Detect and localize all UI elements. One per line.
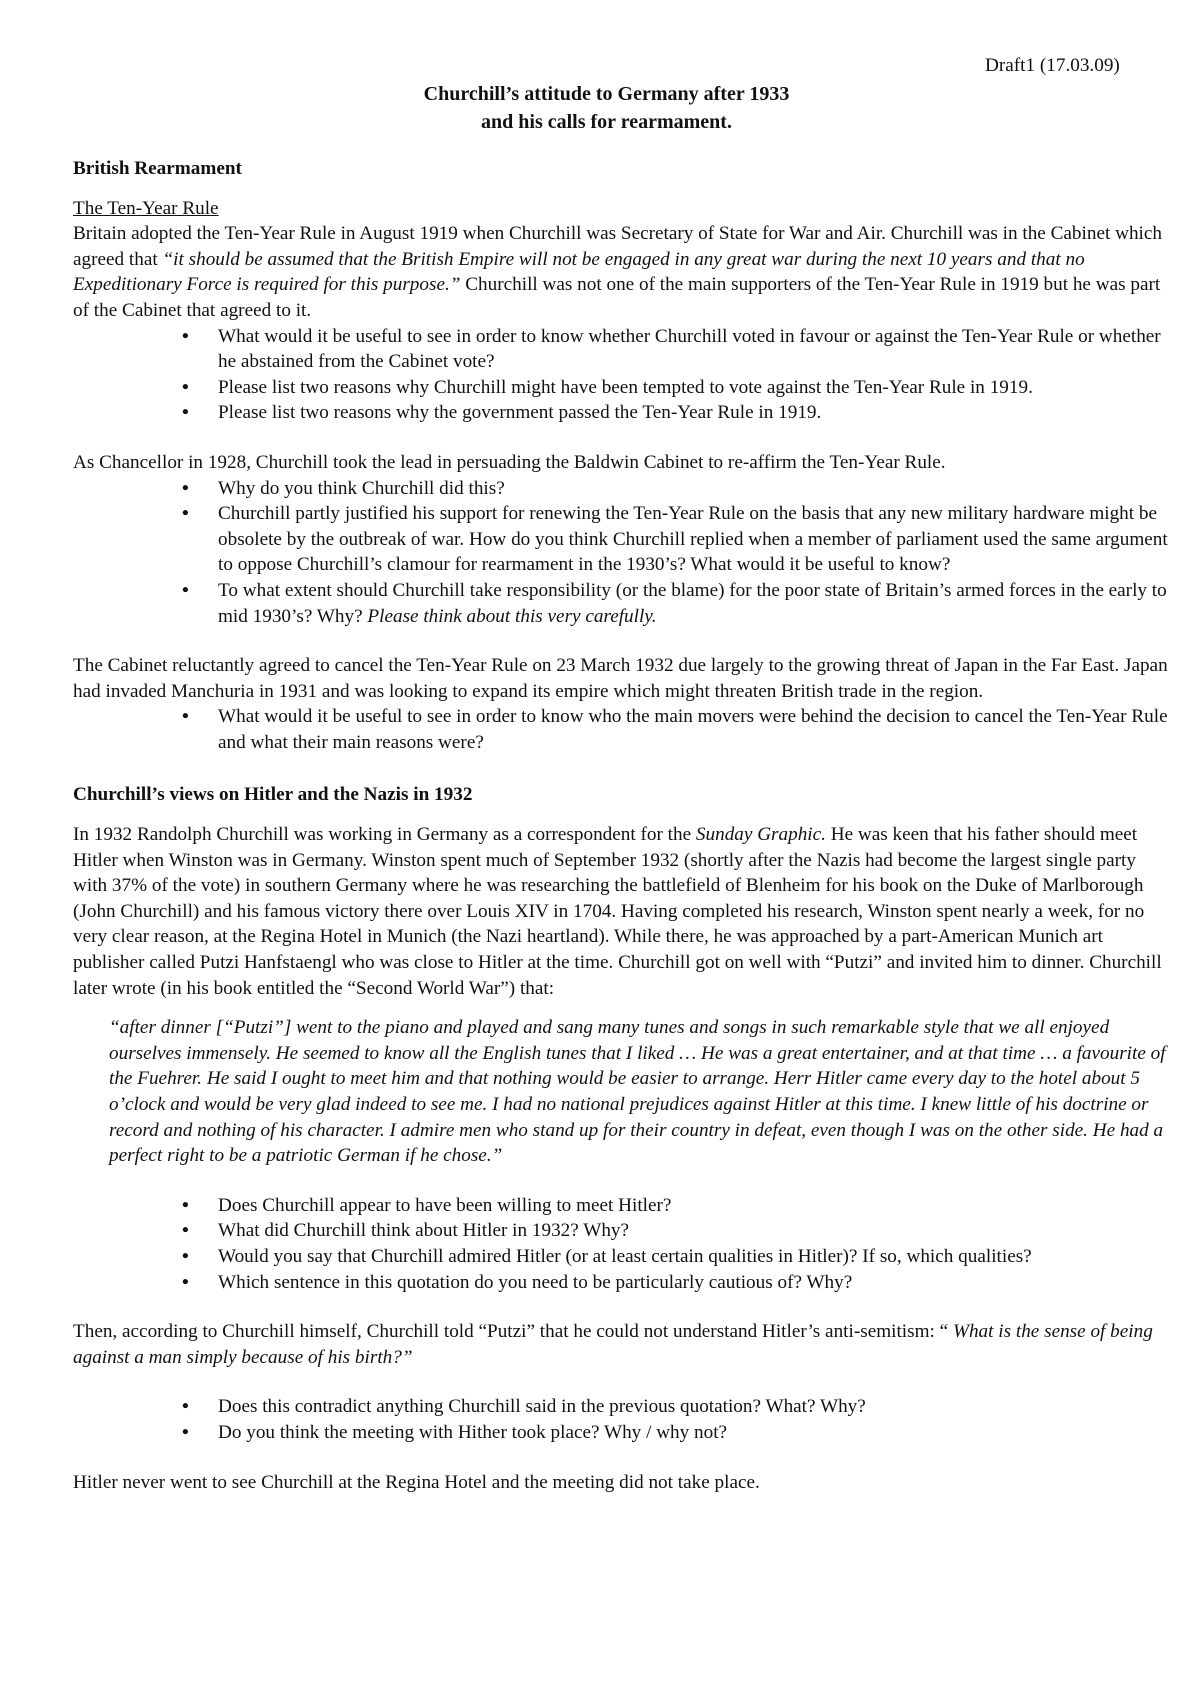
question-item: • Why do you think Churchill did this? [218,476,1168,502]
question-item: • What would it be useful to see in order to know whether Churchill voted in favour or against the Ten-Year Rule or whether he abstained from the Cabinet vote? [218,324,1168,375]
subheading-ten-year-rule: The Ten-Year Rule [73,197,219,219]
paragraph-randolph-churchill [73,822,1168,1001]
text-run: Churchill was not one of the main supporters of the Ten-Year Rule in 1919 but he was part of the Cabinet that agreed to it. [73,274,1161,321]
question-list-4 [73,1193,1168,1295]
question-item: • What would it be useful to see in order to know who the main movers were behind the decision to cancel the Ten-Year Rule and what their main reasons were? [218,704,1168,755]
paragraph-ten-year-rule-intro [73,221,1168,323]
churchill-quotation: “after dinner [“Putzi”] went to the piano and played and sang many tunes and songs in such remarkable style that we all enjoyed ourselves immensely. He seemed to know all the English tunes that I liked … He was a great entertainer, and at that time … a favourite of the Fuehrer. He said I ought to meet him and that nothing would be easier to arrange. Herr Hitler came every day to the hotel about 5 o’clock and would be very glad indeed to see me. I had no national prejudices against Hitler at this time. I knew little of his doctrine or record and nothing of his character. I admire men who stand up for their country in defeat, even though I was on the other side. He had a perfect right to be a patriotic German if he chose.” [109,1017,1166,1167]
cabinet-quote: “it should be assumed that the British Empire will not be engaged in any great war during the next 10 years and that no Expeditionary Force is required for this purpose.” [73,248,1085,296]
paragraph-chancellor-1928: As Chancellor in 1928, Churchill took the lead in persuading the Baldwin Cabinet to re-affirm the Ten-Year Rule. [73,451,946,473]
question-list-2 [73,476,1168,630]
section-heading-british-rearmament: British Rearmament [73,158,242,179]
paragraph-conclusion: Hitler never went to see Churchill at the Regina Hotel and the meeting did not take place. [73,1471,760,1493]
question-item: • Does this contradict anything Churchill said in the previous quotation? What? Why? [218,1394,1168,1420]
question-list-5 [73,1394,1168,1445]
question-item: • Does Churchill appear to have been willing to meet Hitler? [218,1193,1168,1219]
question-item: • Please list two reasons why Churchill might have been tempted to vote against the Ten-Year Rule in 1919. [218,375,1168,401]
question-item: • What did Churchill think about Hitler in 1932? Why? [218,1218,1168,1244]
question-item: • Churchill partly justified his support for renewing the Ten-Year Rule on the basis that any new military hardware might be obsolete by the outbreak of war. How do you think Churchill replied when a member of parliament used the same argument to oppose Churchill’s clamour for rearmament in the 1930’s? What would it be useful to know? [218,501,1168,578]
title-line-2: and his calls for rearmament. [481,111,732,133]
birth-quote: What is the sense of being against a man simply because of his birth?” [73,1321,1153,1368]
question-item [218,578,1168,629]
paragraph-anti-semitism [73,1319,1168,1370]
question-list-1 [73,324,1168,426]
text-run: He was keen that his father should meet Hitler when Winston was in Germany. Winston spent much of September 1932 (shortly after the Nazis had become the largest single party with 37% of the vote) in southern Germany where he was researching the battlefield of Blenheim for his book on the Duke of Marlborough (John Churchill) and his famous victory there over Louis XIV in 1704. Having completed his research, Winston spent nearly a week, for no very clear reason, at the Regina Hotel in Munich (the Nazi heartland). While there, he was approached by a part-American Munich art publisher called Putzi Hanfstaengl who was close to Hitler at the time. Churchill got on well with “Putzi” and invited him to dinner. Churchill later wrote (in his book entitled the “Second World War”) that: [73,824,1162,999]
document-title [0,80,1200,136]
question-item: • Which sentence in this quotation do you need to be particularly cautious of? Why? [218,1270,1168,1296]
text-run: To what extent should Churchill take responsibility (or the blame) for the poor state of Britain’s armed forces in the early to mid 1930’s? Why? [218,579,1167,627]
question-item: • Would you say that Churchill admired Hitler (or at least certain qualities in Hitler)? If so, which qualities? [218,1244,1168,1270]
paragraph-cabinet-cancel: The Cabinet reluctantly agreed to cancel the Ten-Year Rule on 23 March 1932 due largely to the growing threat of Japan in the Far East. Japan had invaded Manchuria in 1931 and was looking to expand its empire which might threaten British trade in the region. [73,655,1168,702]
document-body [73,156,1168,1495]
question-list-3 [73,704,1168,755]
title-line-1: Churchill’s attitude to Germany after 1933 [423,83,790,105]
question-item: • Do you think the meeting with Hither took place? Why / why not? [218,1420,1168,1446]
text-run: In 1932 Randolph Churchill was working in Germany as a correspondent for the [73,824,696,846]
section-heading-hitler-views: Churchill’s views on Hitler and the Nazis in 1932 [73,784,473,806]
text-run: Britain adopted the Ten-Year Rule in August 1919 when Churchill was Secretary of State for War and Air. Churchill was in the Cabinet which agreed that [73,223,1162,270]
newspaper-title: Sunday Graphic. [695,824,826,846]
text-run: Then, according to Churchill himself, Churchill told “Putzi” that he could not understand Hitler’s anti-semitism: “ [73,1321,953,1343]
question-item: • Please list two reasons why the government passed the Ten-Year Rule in 1919. [218,400,1168,426]
draft-label: Draft1 (17.03.09) [985,55,1120,76]
emphasis-text: Please think about this very carefully. [367,605,657,627]
